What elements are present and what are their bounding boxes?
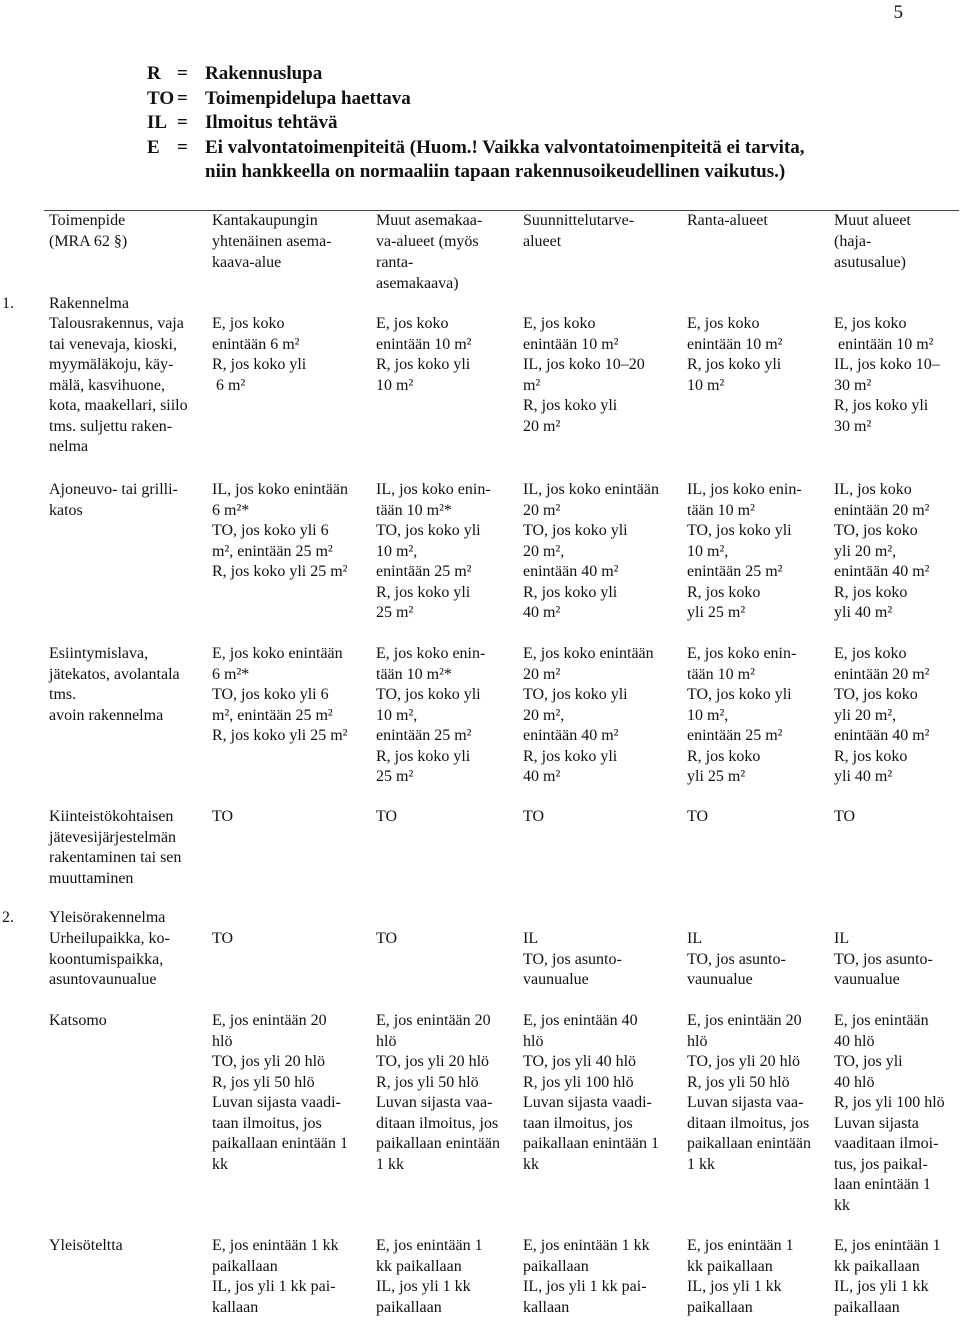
table-cell-line: vaunualue [834,971,900,988]
table-cell-line: TO [687,808,709,825]
column-header-line: Muut alueet [834,212,911,229]
table-cell [834,929,933,991]
table-cell-line: paikallaan enintään [687,1135,811,1152]
table-cell-line: 25 m² [376,768,414,785]
section-title: Yleisörakennelma [49,909,166,926]
table-cell-line: enintään 25 m² [687,727,783,744]
table-cell-line: E, jos koko [834,315,907,332]
table-cell-line: R, jos koko yli [523,397,618,414]
row-label-line: Ajoneuvo- tai grilli- [49,481,178,498]
table-cell-line: TO, jos asunto- [834,950,933,968]
table-cell-line: 6 m²* [212,501,250,519]
table-cell [834,807,855,828]
table-cell-line: yli 20 m², [834,542,897,560]
table-cell-line: enintään 40 m² [834,563,930,580]
legend-equals: = [177,87,188,109]
table-cell-line: R, jos yli 50 hlö [376,1073,479,1091]
table-cell-line: kk [834,1196,850,1214]
table-cell-line: E, jos enintään 1 kk [212,1237,339,1254]
table-cell-line: 20 m² [523,417,561,435]
table-cell-line: R, jos koko [834,583,908,601]
row-label [49,1011,107,1032]
table-cell-line: IL, jos koko 10–20 [523,356,645,373]
table-cell [687,1236,794,1318]
table-cell-line: m², enintään 25 m² [212,542,333,560]
table-cell-line: TO, jos koko [834,686,918,703]
table-cell-line: TO, jos yli 20 hlö [376,1053,490,1070]
table-cell-line: R, jos yli 100 hlö [834,1094,945,1111]
legend-row [147,111,805,136]
table-cell-line: R, jos koko yli [834,397,929,414]
table-cell-line: enintään 10 m² [376,335,472,353]
table-cell-line: E, jos enintään 1 [687,1237,794,1254]
column-header-line: Toimenpide [49,212,126,229]
table-cell [523,807,544,828]
table-cell [523,1236,650,1318]
table-cell-line: 30 m² [834,417,872,435]
table-cell-line: paikallaan [376,1298,442,1316]
table-cell-line: E, jos koko [834,645,907,662]
legend-row [147,136,805,161]
table-cell-line: TO [376,808,398,825]
table-cell [212,1236,339,1318]
row-label-line: Talousrakennus, vaja [49,315,184,332]
row-label-line: muuttaminen [49,869,134,887]
table-cell [376,480,491,624]
table-cell-line: 40 m² [523,768,561,785]
table-cell-line: TO, jos koko yli [523,522,628,539]
table-cell-line: paikallaan enintään [376,1135,500,1152]
section-number: 2. [2,909,14,926]
table-cell-line: IL, jos koko enintään [212,481,348,498]
table-cell-line: 40 hlö [834,1032,875,1050]
table-cell-line: 10 m², [376,542,418,560]
table-cell-line: TO, jos koko yli [376,686,481,703]
table-cell [834,1236,941,1318]
table-cell-line: R, jos koko [687,583,761,601]
row-label [49,644,180,726]
table-cell-line: 40 m² [523,604,561,621]
table-cell-line: TO [523,808,545,825]
table-cell-line: E, jos enintään 20 [687,1012,802,1029]
table-cell-line: TO, jos asunto- [687,950,786,968]
row-label-line: avoin rakennelma [49,706,164,724]
table-cell-line: enintään 25 m² [687,563,783,580]
table-cell [376,1011,500,1175]
legend-text: Toimenpidelupa haettava [205,87,411,109]
table-cell-line: R, jos koko yli [376,747,471,765]
table-cell-line: R, jos koko yli [687,356,782,373]
table-cell-line: R, jos koko yli 25 m² [212,563,348,580]
table-cell-line: TO, jos yli 40 hlö [523,1053,637,1070]
table-cell-line: m², enintään 25 m² [212,706,333,724]
column-header [49,210,127,252]
row-label-line: rakentaminen tai sen [49,849,182,866]
legend-code: E [147,136,160,158]
table-cell-line: ditaan ilmoitus, jos [376,1114,499,1132]
section-title: Rakennelma [49,295,129,312]
table-cell-line: enintään 10 m² [834,335,934,353]
table-cell-line: 10 m² [687,376,725,394]
table-cell-line: R, jos yli 50 hlö [687,1073,790,1091]
table-cell [212,644,347,747]
page-number: 5 [893,2,903,23]
table-cell-line: 40 hlö [834,1073,875,1091]
column-header-line: (MRA 62 §) [49,233,128,250]
table-cell-line: 10 m², [687,706,729,724]
table-cell-line: 20 m², [523,542,565,560]
table-cell-line: yli 25 m² [687,768,746,785]
table-cell [212,807,233,828]
table-cell-line: Luvan sijasta vaa- [687,1094,804,1111]
column-header-line: (haja- [834,233,872,250]
table-cell-line: IL, jos yli 1 kk pai- [523,1278,647,1295]
table-cell-line: hlö [376,1032,397,1050]
table-cell-line: enintään 10 m² [687,335,783,353]
legend-row [147,62,805,87]
table-cell-line: E, jos koko [687,315,760,332]
legend-text: Rakennuslupa [205,63,323,84]
table-cell-line: vaaditaan ilmoi- [834,1135,939,1152]
row-label-line: mälä, kasvihuone, [49,376,165,394]
table-cell-line: tus, jos paikal- [834,1155,928,1173]
table-cell [523,1011,659,1175]
table-cell-line: hlö [212,1032,233,1050]
table-cell-line: IL [687,930,703,947]
table-cell-line: R, jos koko yli [376,583,471,601]
table-cell-line: kallaan [212,1298,259,1316]
table-cell-line: Luvan sijasta vaa- [376,1094,493,1111]
table-cell-line: IL, jos yli 1 kk [834,1278,929,1295]
row-label-line: Esiintymislava, [49,645,149,662]
table-cell [376,644,485,788]
table-cell-line: taan ilmoitus, jos [523,1114,633,1132]
table-cell-line: paikallaan enintään 1 [523,1135,659,1152]
row-label-line: myymäläkoju, käy- [49,356,174,373]
table-cell-line: enintään 25 m² [376,727,472,744]
table-cell-line: enintään 6 m² [212,335,300,353]
table-cell-line: TO [212,930,234,947]
table-cell-line: enintään 10 m² [523,335,619,353]
table-cell-line: IL, jos koko enin- [687,481,802,498]
table-cell [212,1011,348,1175]
row-label-line: Yleisöteltta [49,1237,123,1254]
row-label [49,480,178,521]
table-cell-line: IL, jos koko enin- [376,481,491,498]
table-cell-line: E, jos enintään 1 kk [523,1237,650,1254]
row-label-line: tms. suljettu raken- [49,417,173,435]
legend-equals: = [177,136,188,158]
table-cell-line: IL, jos koko [834,481,912,498]
table-cell-line: hlö [687,1032,708,1050]
table-cell-line: yli 40 m² [834,768,893,785]
legend-code: IL [147,112,168,133]
table-cell-line: 20 m² [523,665,561,683]
table-cell-line: paikallaan [212,1257,278,1275]
table-cell-line: E, jos enintään 20 [212,1012,327,1029]
table-cell-line: R, jos koko yli [376,356,471,373]
row-label-line: asuntovaunualue [49,971,157,988]
table-cell-line: kk paikallaan [687,1257,773,1275]
table-cell-line: yli 25 m² [687,604,746,621]
table-cell-line: TO, jos yli 20 hlö [687,1053,801,1070]
table-cell-line: R, jos yli 100 hlö [523,1073,634,1091]
table-cell-line: E, jos koko [212,315,285,332]
table-cell [212,314,306,396]
table-cell-line: TO [376,930,398,947]
abbreviation-legend [147,62,805,185]
table-cell [376,314,471,396]
table-cell-line: tään 10 m²* [376,665,452,683]
row-label-line: koontumispaikka, [49,950,164,968]
column-header-line: asutusalue) [834,254,906,271]
column-header-line: asemakaava) [376,275,459,292]
table-cell-line: enintään 25 m² [376,563,472,580]
table-cell-line: kk [523,1155,539,1173]
table-cell-line: TO, jos koko yli [687,686,792,703]
table-cell-line: TO, jos koko yli [523,686,628,703]
table-cell [212,480,348,583]
table-cell-line: taan ilmoitus, jos [212,1114,322,1132]
legend-row [147,87,805,112]
table-cell-line: E, jos koko [376,315,449,332]
table-cell-line: R, jos koko [687,747,761,765]
table-cell-line: E, jos enintään [834,1012,929,1029]
column-header [523,210,634,252]
column-header-line: va-alueet (myös [376,233,479,250]
row-label-line: Urheilupaikka, ko- [49,930,170,947]
table-cell-line: TO, jos asunto- [523,950,622,968]
table-cell-line: kk paikallaan [376,1257,462,1275]
column-header-line: Suunnittelutarve- [523,212,635,229]
table-cell-line: E, jos koko [523,315,596,332]
table-cell-line: TO [834,808,856,825]
column-header-line: alueet [523,233,562,250]
table-cell-line: enintään 20 m² [834,501,930,519]
row-label-line: jätekatos, avolantala [49,665,180,683]
legend-code: R [147,63,161,84]
table-cell-line: tään 10 m² [687,501,755,519]
column-header [834,210,911,273]
legend-equals: = [177,63,188,84]
row-label-line: jätevesijärjestelmän [49,828,177,846]
row-label [49,1236,123,1257]
table-cell-line: TO, jos yli 20 hlö [212,1053,326,1070]
table-cell-line: 10 m², [376,706,418,724]
table-cell-line: Luvan sijasta [834,1114,919,1132]
table-cell [212,929,233,950]
column-header-line: Muut asemakaa- [376,212,483,229]
table-cell-line: R, jos koko [834,747,908,765]
table-cell-line: TO, jos koko [834,522,918,539]
table-cell-line: kk paikallaan [834,1257,920,1275]
legend-code [147,160,177,185]
table-cell-line: E, jos enintään 1 [834,1237,941,1254]
table-cell-line: enintään 40 m² [523,727,619,744]
table-cell-line: E, jos enintään 40 [523,1012,638,1029]
table-cell [523,480,659,624]
table-cell-line: IL, jos yli 1 kk pai- [212,1278,336,1295]
table-cell-line: E, jos enintään 20 [376,1012,491,1029]
table-cell-line: paikallaan [687,1298,753,1316]
table-cell-line: laan enintään 1 [834,1176,931,1193]
table-cell [687,1011,811,1175]
table-cell-line: E, jos koko enintään [212,645,343,662]
table-cell-line: 10 m² [376,376,414,394]
table-cell-line: 20 m² [523,501,561,519]
table-cell-line: IL, jos koko enintään [523,481,659,498]
table-cell-line: 6 m²* [212,665,250,683]
legend-equals: = [177,112,188,133]
row-label-line: kota, maakellari, siilo [49,397,188,414]
table-cell [687,807,708,828]
table-cell-line: enintään 40 m² [523,563,619,580]
table-cell-line: kallaan [523,1298,570,1316]
table-cell-line: 10 m², [687,542,729,560]
table-cell [834,314,940,437]
table-cell [523,929,622,991]
row-label-line: Kiinteistökohtaisen [49,808,174,825]
table-cell-line: m² [523,376,541,394]
table-cell [834,1011,945,1216]
table-cell [523,644,654,788]
table-cell-line: IL, jos koko 10– [834,356,940,373]
table-cell-line: hlö [523,1032,544,1050]
table-cell-line: kk [212,1155,228,1173]
table-cell-line: E, jos enintään 1 [376,1237,483,1254]
table-cell-line: vaunualue [687,971,753,988]
table-cell-line: yli 40 m² [834,604,893,621]
table-cell-line: R, jos koko yli [523,583,618,601]
row-label-line: tai venevaja, kioski, [49,335,177,353]
table-cell-line: paikallaan [523,1257,589,1275]
row-label [49,929,170,991]
table-cell-line: R, jos koko yli [212,356,307,373]
table-cell-line: IL [834,930,850,947]
table-cell-line: TO, jos koko yli 6 [212,686,329,703]
table-cell [687,644,796,788]
table-cell [376,1236,483,1318]
column-header [212,210,332,273]
row-label-line: tms. [49,686,77,703]
table-cell-line: E, jos koko enin- [376,645,486,662]
table-cell-line: R, jos yli 50 hlö [212,1073,315,1091]
table-cell-line: TO, jos yli [834,1053,903,1070]
table-cell-line: tään 10 m² [687,665,755,683]
table-cell [523,314,645,437]
table-cell-line: Luvan sijasta vaadi- [212,1094,341,1111]
table-cell [834,480,929,624]
legend-text: Ei valvontatoimenpiteitä (Huom.! Vaikka valvontatoimenpiteitä ei tarvita, [205,136,805,158]
table-cell-line: vaunualue [523,971,589,988]
table-cell [687,314,782,396]
table-cell-line: IL, jos yli 1 kk [376,1278,471,1295]
row-label [49,807,181,889]
row-label-line: Katsomo [49,1012,107,1029]
column-header-line: ranta- [376,254,414,271]
table-cell-line: IL [523,930,539,947]
table-cell-line: TO [212,808,234,825]
table-cell-line: paikallaan enintään 1 [212,1135,348,1152]
row-label-line: katos [49,501,83,519]
column-header [687,210,768,231]
column-header-line: Kantakaupungin [212,212,318,229]
legend-equals [177,160,205,185]
table-cell-line: E, jos koko enin- [687,645,797,662]
table-cell [376,929,397,950]
table-cell [687,480,802,624]
table-cell-line: 20 m², [523,706,565,724]
table-cell-line: TO, jos koko yli 6 [212,522,329,539]
table-cell-line: enintään 40 m² [834,727,930,744]
table-cell-line: IL, jos yli 1 kk [687,1278,782,1295]
column-header [376,210,482,294]
table-cell-line: 25 m² [376,604,414,621]
table-cell-line: 6 m² [212,376,246,394]
table-cell [687,929,786,991]
table-cell-line: yli 20 m², [834,706,897,724]
table-cell [834,644,929,788]
table-cell-line: E, jos koko enintään [523,645,654,662]
legend-code: TO [147,87,175,109]
column-header-line: kaava-alue [212,254,282,271]
row-label-line: nelma [49,438,89,455]
legend-row [147,160,805,185]
table-cell-line: TO, jos koko yli [376,522,481,539]
section-number: 1. [2,295,14,312]
table-cell-line: R, jos koko yli [523,747,618,765]
table-cell-line: Luvan sijasta vaadi- [523,1094,652,1111]
table-cell-line: TO, jos koko yli [687,522,792,539]
table-cell-line: 30 m² [834,376,872,394]
table-cell-line: paikallaan [834,1298,900,1316]
table-cell-line: 1 kk [687,1155,715,1173]
table-cell-line: R, jos koko yli 25 m² [212,727,348,744]
table-cell [376,807,397,828]
column-header-line: Ranta-alueet [687,212,768,229]
column-header-line: yhtenäinen asema- [212,233,332,250]
legend-text: Ilmoitus tehtävä [205,112,338,133]
table-cell-line: ditaan ilmoitus, jos [687,1114,810,1132]
table-cell-line: enintään 20 m² [834,665,930,683]
table-cell-line: 1 kk [376,1155,404,1173]
legend-text: niin hankkeella on normaaliin tapaan rakennusoikeudellinen vaikutus.) [205,161,786,182]
table-cell-line: tään 10 m²* [376,501,452,519]
row-label [49,314,188,458]
